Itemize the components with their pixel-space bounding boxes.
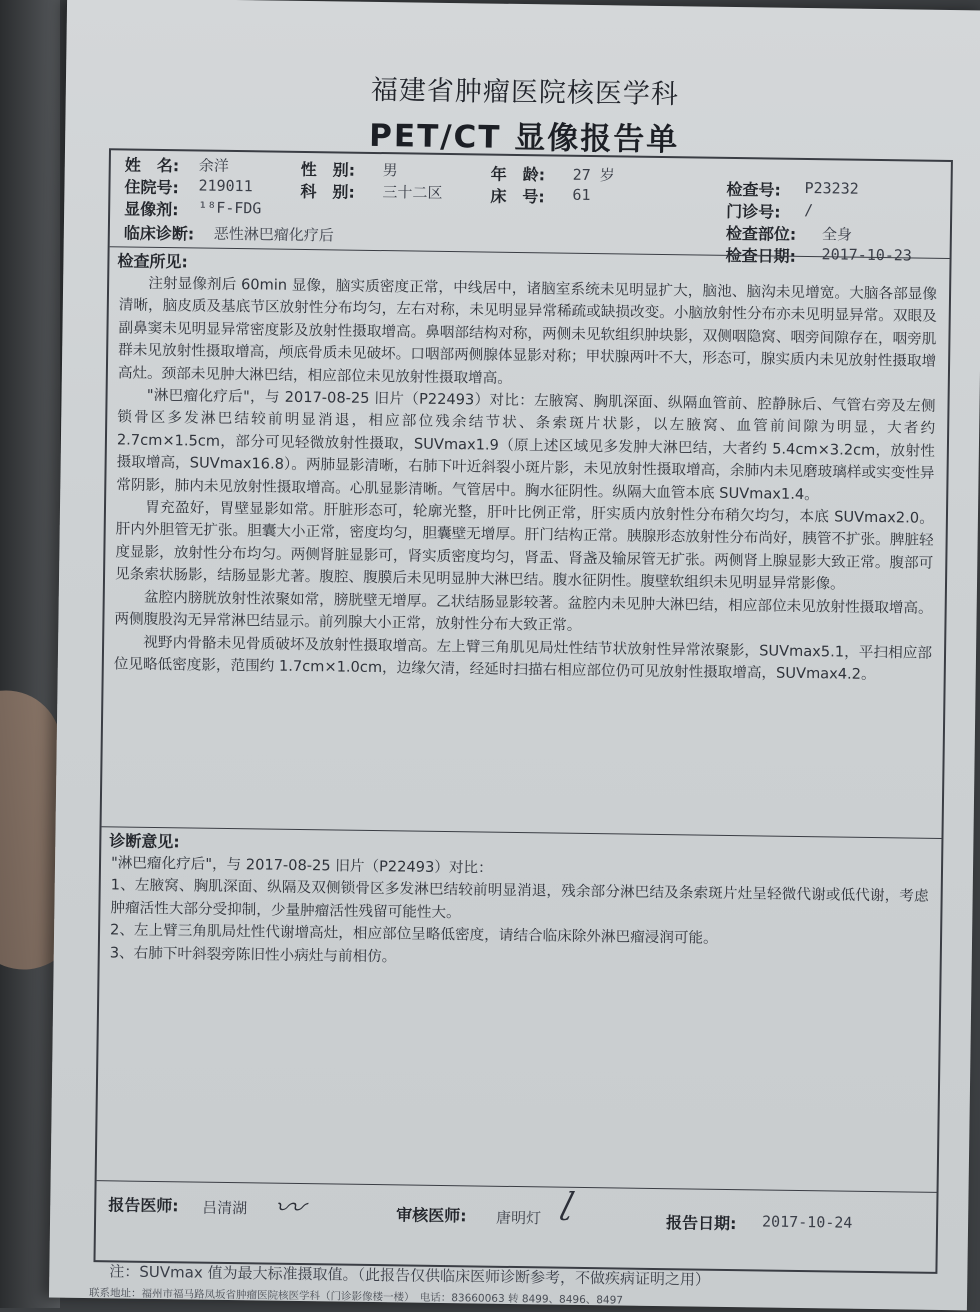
patient-name: 余洋 bbox=[198, 156, 229, 175]
report-doctor: 吕清湖 bbox=[202, 1198, 248, 1218]
report-date: 2017-10-24 bbox=[761, 1212, 853, 1232]
age-label: 年 龄: bbox=[490, 164, 546, 185]
impression-line: "淋巴瘤化疗后"，与 2017-08-25 旧片（P22493）对比： bbox=[110, 854, 493, 877]
report-page bbox=[49, 0, 980, 1310]
report-date-label: 报告日期: bbox=[665, 1213, 737, 1234]
report-frame bbox=[93, 148, 952, 1274]
impression-title: 诊断意见: bbox=[109, 831, 180, 852]
impression-text bbox=[110, 852, 929, 975]
exam-date: 2017-10-23 bbox=[821, 245, 913, 265]
report-doctor-label: 报告医师: bbox=[108, 1195, 179, 1216]
report-doctor-signature: 〰 bbox=[268, 1190, 309, 1227]
findings-paragraph: 注射显像剂后 60min 显像，脑实质密度正常，中线居中，诸脑室系统未见明显扩大，脑池、脑沟未见增宽。大脑各部显像清晰，脑皮质及基底节区放射性分布均匀，左右对称，未见明显异常稀疏或缺损改变。小脑放射性分布亦未见明显异常。双眼及副鼻窦未见明显异常密度影及放射性摄取增高。鼻咽部结构对称，两侧未见软组织肿块影，双侧咽隐窝、咽旁间隙存在，咽旁肌群未见放射性摄取增高，颅底骨质未见破坏。口咽部两侧腺体显影对称；甲状腺两叶不大，形态可，腺实质内未见放射性摄取增高灶。颈部未见肿大淋巴结，相应部位未见放射性摄取增高。 bbox=[117, 274, 938, 387]
report-title: PET/CT 显像报告单 bbox=[368, 117, 680, 159]
findings-text bbox=[114, 272, 938, 687]
divider bbox=[102, 826, 942, 839]
findings-paragraph: 胃充盈好，胃壁显影如常。肝脏形态可，轮廓光整，肝叶比例正常，肝实质内放射性分布稍欠均匀，本底 SUVmax2.0。肝内外胆管无扩张。胆囊大小正常，密度均匀，胆囊壁无增厚。肝门结构正常。胰腺形态放射性分布尚好，胰管不扩张。脾脏轻度显影，放射性分布均匀。两侧肾脏显影可，肾实质密度均匀，肾盂、肾盏及输尿管无扩张。两侧肾上腺显影大致正常。腹部可见条索状肠影，结肠显影尤著。腹腔、腹膜后未见明显肿大淋巴结。腹水征阴性。腹壁软组织未见明显异常影像。 bbox=[114, 498, 935, 593]
review-doctor: 唐明灯 bbox=[496, 1208, 542, 1228]
suvmax-note: 注：SUVmax 值为最大标准摄取值。（此报告仅供临床医师诊断参考，不做疾病证明之用） bbox=[109, 1262, 711, 1289]
clinical-diagnosis: 恶性淋巴瘤化疗后 bbox=[213, 224, 334, 245]
admission-no: 219011 bbox=[198, 176, 253, 196]
review-doctor-signature: ɭ bbox=[557, 1186, 579, 1222]
exam-site: 全身 bbox=[821, 225, 853, 244]
bed-no: 61 bbox=[572, 185, 591, 204]
impression-line: 1、左腋窝、胸肌深面、纵隔及双侧锁骨区多发淋巴结较前明显消退，残余部分淋巴结及条索斑片灶呈轻微代谢或低代谢，考虑肿瘤活性大部分受抑制，少量肿瘤活性残留可能性大。 bbox=[110, 876, 929, 922]
findings-title: 检查所见: bbox=[117, 251, 188, 272]
findings-paragraph: "淋巴瘤化疗后"，与 2017-08-25 旧片（P22493）对比：左腋窝、胸肌深面、纵隔血管前、腔静脉后、气管右旁及左侧锁骨区多发淋巴结较前明显消退，相应部位残余结节状、条索斑片状影，以左腋窝、血管前间隙为明显，大者约 2.7cm×1.5cm，部分可见轻微放射性摄取，SUVmax1.9（原上述区域见多发肿大淋巴结，大者约 5.4cm×3.2cm，放射性摄取增高，SUVmax16.8）。两肺显影清晰，右肺下叶近斜裂小斑片影，未见放射性摄取增高，余肺内未见磨玻璃样或实变性异常阴影，肺内未见放射性摄取增高。心肌显影清晰。气管居中。胸水征阴性。纵隔大血管本底 SUVmax1.4。 bbox=[116, 386, 936, 503]
patient-age: 27 岁 bbox=[572, 165, 615, 185]
sex-label: 性 别: bbox=[300, 159, 356, 180]
hospital-name: 福建省肿瘤医院核医学科 bbox=[370, 74, 680, 111]
name-label: 姓 名: bbox=[124, 155, 180, 176]
divider bbox=[97, 1180, 937, 1193]
exam-date-label: 检查日期: bbox=[725, 245, 797, 266]
dept-label: 科 别: bbox=[300, 181, 355, 202]
clinical-diagnosis-label: 临床诊断: bbox=[123, 223, 195, 244]
admission-label: 住院号: bbox=[124, 177, 180, 198]
clinic-no-label: 门诊号: bbox=[726, 201, 781, 222]
impression-line: 3、右肺下叶斜裂旁陈旧性小病灶与前相仿。 bbox=[109, 943, 397, 965]
impression-line: 2、左上臂三角肌局灶性代谢增高灶，相应部位呈略低密度，请结合临床除外淋巴瘤浸润可能。 bbox=[109, 921, 718, 948]
dept: 三十二区 bbox=[382, 183, 443, 202]
exam-no-label: 检查号: bbox=[726, 179, 782, 200]
findings-paragraph: 视野内骨骼未见骨质破坏及放射性摄取增高。左上臂三角肌见局灶性结节状放射性异常浓聚影，SUVmax5.1，平扫相应部位见略低密度影，范围约 1.7cm×1.0cm，边缘欠清，经延时扫描右相应部位仍可见放射性摄取增高，SUVmax4.2。 bbox=[113, 633, 933, 683]
clinic-no: / bbox=[804, 200, 814, 220]
tracer: ¹⁸F-FDG bbox=[198, 198, 262, 218]
tracer-label: 显像剂: bbox=[124, 199, 179, 220]
patient-sex: 男 bbox=[382, 161, 398, 180]
review-doctor-label: 审核医师: bbox=[396, 1205, 467, 1226]
exam-site-label: 检查部位: bbox=[725, 223, 797, 244]
exam-no: P23232 bbox=[804, 178, 859, 198]
findings-paragraph: 盆腔内膀胱放射性浓聚如常，膀胱壁无增厚。乙状结肠显影较著。盆腔内未见肿大淋巴结，相应部位未见放射性摄取增高。两侧腹股沟无异常淋巴结显示。前列腺大小正常，放射性分布大致正常。 bbox=[114, 588, 933, 634]
bed-label: 床 号: bbox=[490, 186, 545, 207]
contact-address: 联系地址：福州市福马路凤坂省肿瘤医院核医学科（门诊影像楼一楼） 电话：83660063 转 8499、8496、8497 bbox=[88, 1287, 624, 1307]
